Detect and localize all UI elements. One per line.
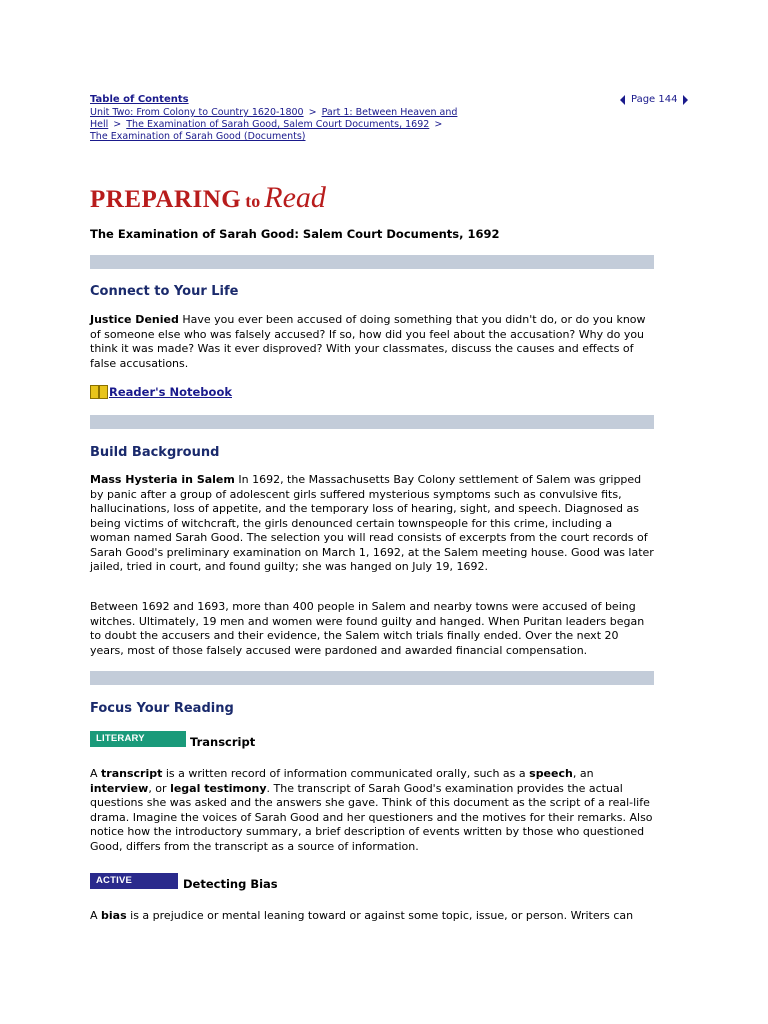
focus-heading: Focus Your Reading <box>90 701 234 716</box>
term-bias: bias <box>101 909 127 922</box>
text: , an <box>572 767 594 780</box>
title-read: Read <box>264 181 326 214</box>
breadcrumb-part-1[interactable]: Part 1: Between Heaven and Hell <box>90 107 458 130</box>
page-title <box>90 181 326 215</box>
notebook-icon <box>90 385 108 399</box>
connect-paragraph <box>90 313 654 371</box>
connect-heading: Connect to Your Life <box>90 284 239 299</box>
title-preparing: PREPARING <box>90 186 242 213</box>
breadcrumb <box>90 107 480 143</box>
breadcrumb-separator: > <box>308 107 317 118</box>
table-of-contents-link[interactable]: Table of Contents <box>90 94 189 105</box>
title-to: to <box>245 191 261 211</box>
breadcrumb-separator: > <box>434 119 443 130</box>
literary-analysis-tag: LITERARY ANALYSIS <box>90 731 186 747</box>
background-text-1: In 1692, the Massachusetts Bay Colony settlement of Salem was gripped by panic after a group of adolescent girls suffered mysterious symptoms such as convulsive fits, hallucinations, loss of appetite, and the temporary loss of hearing, sight, and speech. Diagnosed as being victims of witchcraft, the girls denounced certain townspeople for this crime, including a woman named Sarah Good. The selection you will read consists of excerpts from the court records of Sarah Good's preliminary examination on March 1, 1692, at the Salem meeting house. Good was later jailed, tried in court, and found guilty; she was hanged on July 19, 1692. <box>90 473 654 573</box>
transcript-paragraph <box>90 767 654 854</box>
section-divider <box>90 415 654 429</box>
selection-subtitle: The Examination of Sarah Good: Salem Court Documents, 1692 <box>90 227 500 241</box>
page-number: Page 144 <box>631 94 678 105</box>
previous-page-icon[interactable] <box>620 95 625 105</box>
readers-notebook-link[interactable] <box>90 385 232 399</box>
background-paragraph-1 <box>90 473 654 575</box>
background-lead: Mass Hysteria in Salem <box>90 473 235 486</box>
text: is a written record of information communicated orally, such as a <box>162 767 530 780</box>
breadcrumb-documents[interactable]: The Examination of Sarah Good (Documents) <box>90 131 306 142</box>
breadcrumb-unit-two[interactable]: Unit Two: From Colony to Country 1620-1800 <box>90 107 304 118</box>
term-legal-testimony: legal testimony <box>170 781 267 795</box>
active-reading-tag: ACTIVE READING <box>90 873 178 889</box>
text: , or <box>148 781 171 795</box>
term-speech: speech <box>529 767 573 780</box>
background-heading: Build Background <box>90 445 220 460</box>
background-paragraph-2: Between 1692 and 1693, more than 400 people in Salem and nearby towns were accused of being witches. Ultimately, 19 men and women were found guilty and hanged. When Puritan leaders began to doubt the accusers and their evidence, the Salem witch trials finally ended. Over the next 20 years, most of those falsely accused were pardoned and awarded financial compensation. <box>90 600 645 657</box>
text: A <box>90 909 102 922</box>
next-page-icon[interactable] <box>683 95 688 105</box>
breadcrumb-separator: > <box>113 119 122 130</box>
term-transcript: transcript <box>101 767 163 780</box>
page-navigation <box>620 94 688 105</box>
section-divider <box>90 671 654 685</box>
term-interview: interview <box>90 781 149 795</box>
detecting-bias-label: Detecting Bias <box>183 877 278 891</box>
bias-paragraph <box>90 909 654 924</box>
text: is a prejudice or mental leaning toward or against some topic, issue, or person. Writers can <box>126 909 634 922</box>
transcript-label: Transcript <box>190 735 256 749</box>
breadcrumb-examination[interactable]: The Examination of Sarah Good, Salem Court Documents, 1692 <box>126 119 430 130</box>
text: . The transcript of Sarah Good's examination provides the actual questions she was asked and the answers she gave. Think of this document as the script of a real-life drama. Imagine the voices of Sarah Good and her questioners and the motives for their remarks. Also notice how the introductory summary, a brief description of events written by those who questioned Good, differs from the transcript as a source of information. <box>90 781 653 853</box>
connect-lead: Justice Denied <box>90 313 179 326</box>
connect-text: Have you ever been accused of doing something that you didn't do, or do you know of someone else who was falsely accused? If so, how did you feel about the accusation? Why do you think it was made? Was it ever disproved? With your classmates, discuss the causes and effects of false accusations. <box>90 313 646 370</box>
readers-notebook-label[interactable]: Reader's Notebook <box>109 385 232 399</box>
section-divider <box>90 255 654 269</box>
text: A <box>90 767 102 780</box>
